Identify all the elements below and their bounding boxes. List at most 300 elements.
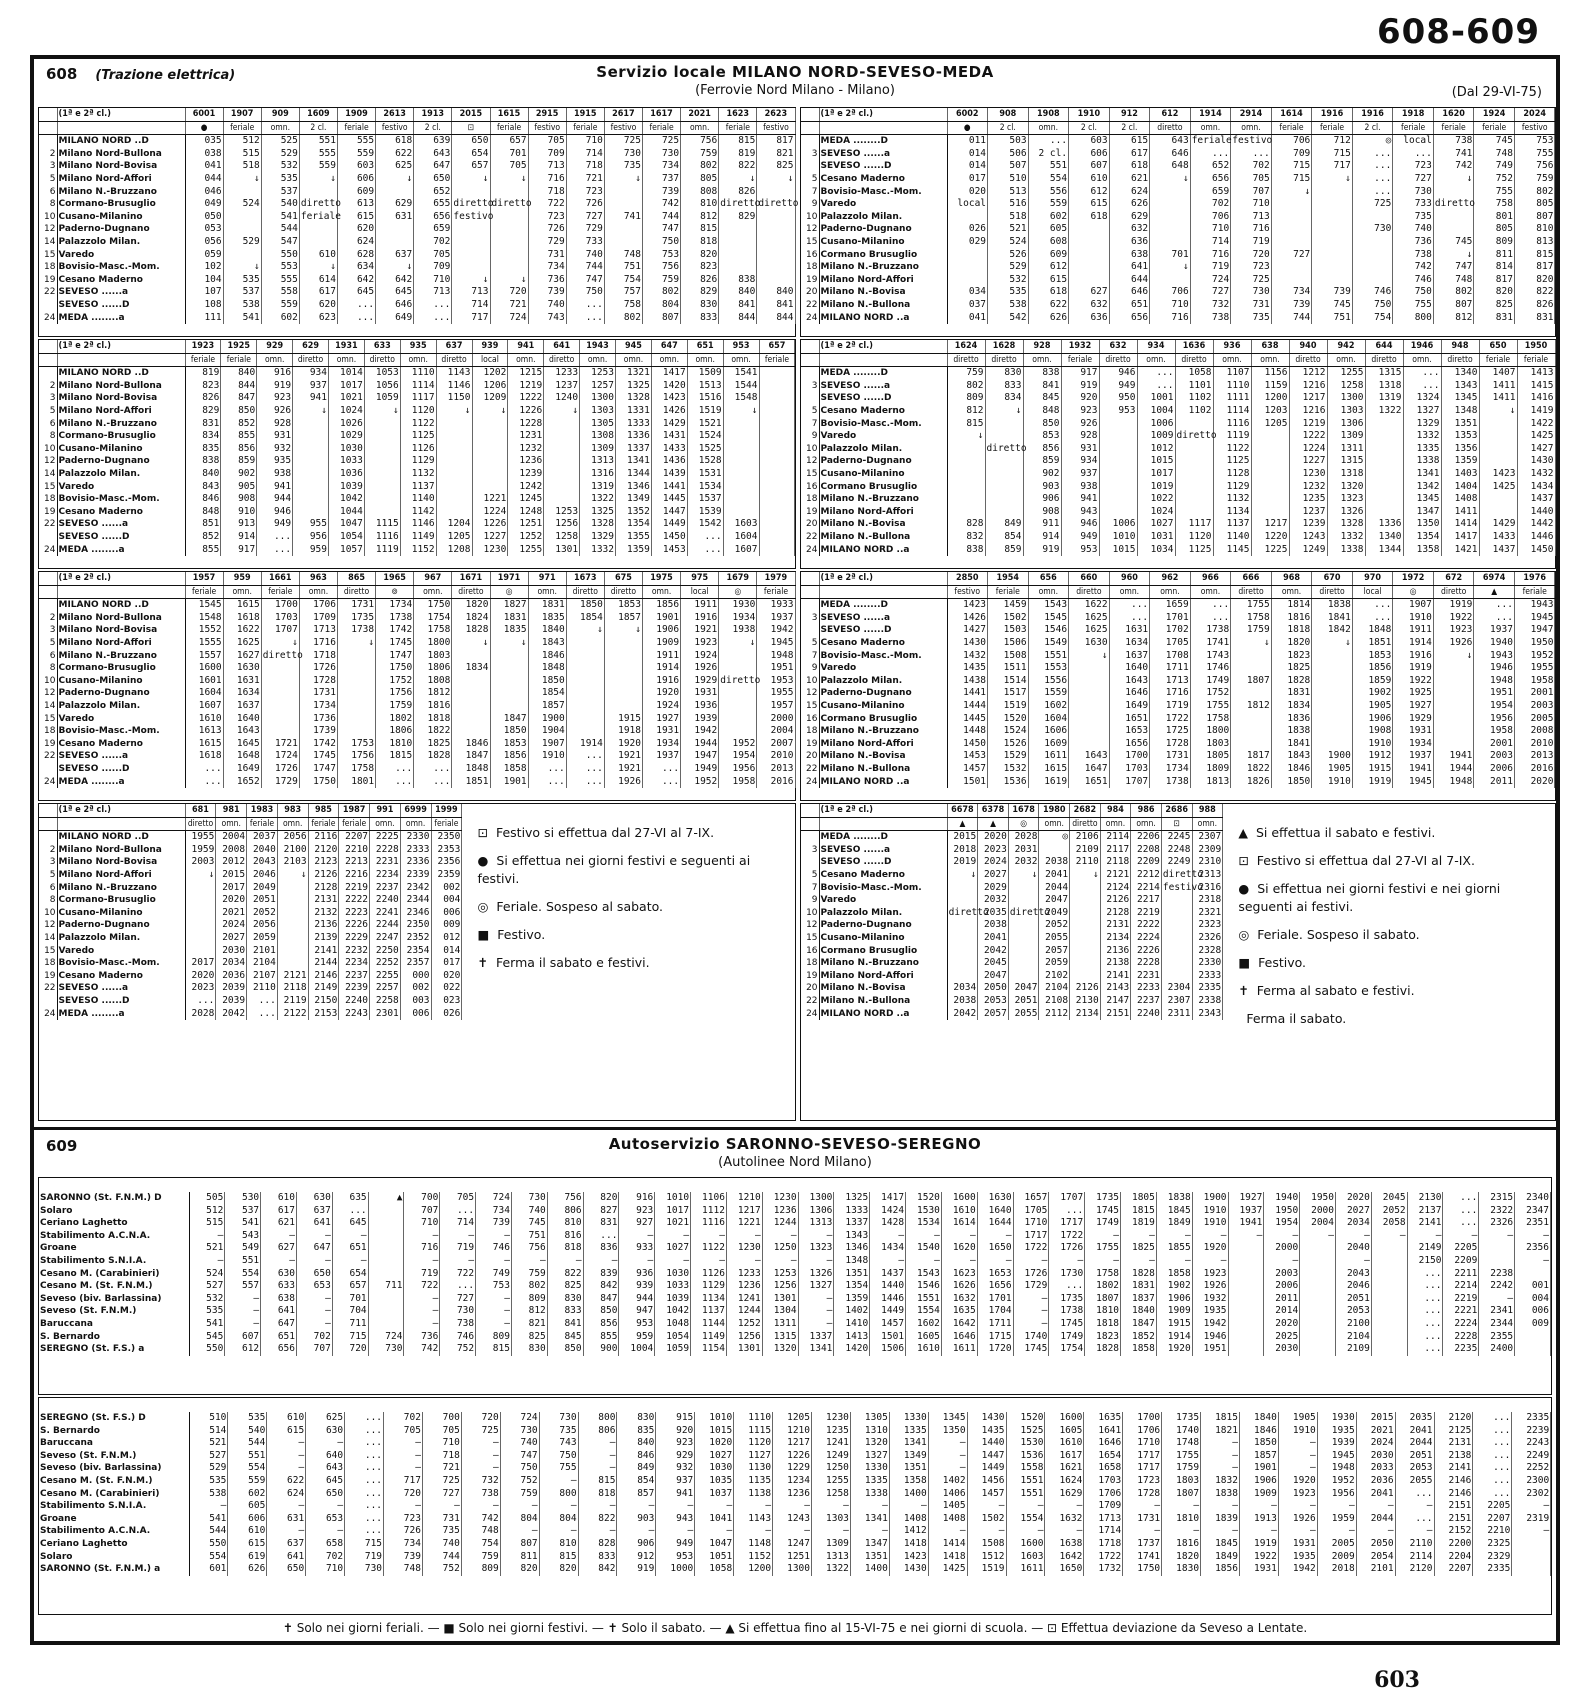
time-cell: 742 (643, 198, 681, 211)
time-cell (185, 945, 216, 958)
train-number: 942 (1327, 340, 1365, 353)
time-cell: 1857 (528, 700, 566, 713)
time-cell: 1734 (376, 599, 414, 612)
time-cell: 1332 (1403, 430, 1441, 443)
km-value: 6 (39, 418, 57, 431)
km-value (801, 392, 819, 405)
time-cell: ... (687, 531, 723, 544)
train-note: feriale (247, 817, 278, 831)
km-value: 12 (39, 455, 57, 468)
time-cell: 1625 (1069, 624, 1110, 637)
station-name: Milano Nord-Bovisa (57, 624, 185, 637)
time-cell: 631 (267, 1513, 306, 1526)
time-cell: 727 (1393, 173, 1434, 186)
station-name: SEVESO ......D (57, 299, 185, 312)
km-header (39, 804, 57, 817)
km-header (801, 340, 819, 353)
time-cell: 1752 (1190, 687, 1231, 700)
time-cell: 705 (490, 160, 528, 173)
time-cell: 551 (1028, 160, 1069, 173)
time-cell: 1457 (870, 1318, 906, 1331)
time-cell: 953 (1099, 405, 1137, 418)
time-cell: 1252 (726, 1318, 762, 1331)
time-cell: 1902 (1352, 687, 1393, 700)
time-cell: 1540 (906, 1242, 942, 1255)
table-row (801, 236, 1555, 249)
time-cell: 2347 (1515, 1205, 1551, 1218)
train-number: 1628 (985, 340, 1023, 353)
time-cell: 034 (947, 286, 988, 299)
station-name: Paderno-Dugnano (819, 455, 947, 468)
time-cell: 1828 (1121, 1268, 1157, 1281)
time-cell: 1122 (400, 418, 436, 431)
time-cell: 1921 (681, 624, 719, 637)
train-number: 1623 (719, 108, 757, 121)
km-value: 19 (39, 970, 57, 983)
time-cell: 1920 (604, 738, 642, 751)
km-value: 14 (39, 468, 57, 481)
time-cell: 650 (267, 1563, 306, 1576)
time-cell: 1423 (947, 599, 988, 612)
time-cell (759, 481, 795, 494)
km-value: 12 (801, 455, 819, 468)
time-cell: — (461, 1450, 500, 1463)
time-cell: 1946 (1474, 662, 1515, 675)
time-cell: 1850 (528, 675, 566, 688)
time-cell: 1353 (1441, 430, 1479, 443)
table-row (801, 493, 1555, 506)
time-cell: 1750 (1123, 1563, 1162, 1576)
time-cell (490, 211, 528, 224)
time-cell: 2214 (1443, 1280, 1479, 1293)
time-cell: 1849 (1156, 1217, 1192, 1230)
table-row (801, 932, 1223, 945)
km-value: 19 (801, 506, 819, 519)
time-cell: 1501 (947, 776, 988, 789)
time-cell: 1424 (870, 1205, 906, 1218)
time-cell: — (1045, 1525, 1084, 1538)
time-cell: 2006 (1474, 763, 1515, 776)
time-cell: 2228 (370, 844, 401, 857)
time-cell: 1057 (329, 544, 365, 557)
time-cell: local (1393, 135, 1434, 148)
time-cell: 815 (719, 135, 757, 148)
time-cell: 1313 (812, 1551, 851, 1564)
time-cell: 1905 (1278, 1412, 1317, 1425)
time-cell: 1338 (850, 1488, 889, 1501)
time-cell: 705 (528, 135, 566, 148)
time-cell: 1656 (977, 1280, 1013, 1293)
time-cell: 1742 (376, 624, 414, 637)
time-cell: 859 (1023, 455, 1061, 468)
time-cell: 2025 (1264, 1331, 1300, 1344)
time-cell (1312, 186, 1353, 199)
time-cell: 529 (223, 236, 261, 249)
station-name: Baruccana (39, 1318, 189, 1331)
time-cell: diretto (986, 442, 1027, 454)
station-name: SEREGNO (St. F.S.) D (39, 1412, 189, 1425)
time-cell: 602 (228, 1488, 267, 1501)
time-cell: 856 (1023, 443, 1061, 456)
time-cell: 1135 (734, 1475, 773, 1488)
time-cell: 805 (1474, 223, 1515, 236)
time-cell: 754 (604, 274, 642, 287)
km-value: 7 (801, 650, 819, 663)
time-cell: — (889, 1500, 928, 1513)
time-cell: 1341 (1403, 468, 1441, 481)
km-header (39, 340, 57, 353)
time-cell: 1516 (687, 392, 723, 405)
time-cell: 1546 (1028, 624, 1069, 637)
time-cell: 1434 (870, 1242, 906, 1255)
time-cell: 1940 (1264, 1192, 1300, 1205)
time-cell: 1437 (870, 1268, 906, 1281)
time-cell: ... (1407, 1280, 1443, 1293)
time-cell: 806 (578, 1425, 617, 1438)
time-cell: 2141 (1407, 1217, 1443, 1230)
time-cell: 1511 (988, 662, 1029, 675)
time-cell: 1122 (691, 1242, 727, 1255)
time-cell: ... (440, 1205, 476, 1218)
train-number: 1671 (452, 572, 490, 585)
table-row (39, 493, 795, 506)
time-cell: 707 (1231, 186, 1272, 199)
station-name: MEDA ........a (57, 1008, 185, 1021)
station-name: Milano Nord-Bovisa (57, 392, 185, 405)
time-cell: 1658 (1084, 1462, 1123, 1475)
time-cell: 906 (617, 1538, 656, 1551)
time-cell (1175, 493, 1213, 506)
time-cell: 1350 (928, 1425, 967, 1438)
time-cell: 555 (338, 135, 376, 148)
time-cell: 1938 (719, 624, 757, 637)
table-row (39, 249, 795, 262)
time-cell: 2237 (370, 882, 401, 895)
time-cell: 2014 (1264, 1305, 1300, 1318)
time-cell: 615 (1069, 198, 1110, 211)
time-cell: 1931 (681, 687, 719, 700)
time-cell: 2234 (370, 869, 401, 882)
time-cell (1099, 468, 1137, 481)
time-cell: 1027 (1137, 518, 1175, 531)
station-name: MILANO NORD ..a (819, 544, 947, 557)
table-row (39, 932, 462, 945)
time-cell: 1319 (1365, 392, 1403, 405)
time-cell: 1915 (1156, 1318, 1192, 1331)
time-cell: 639 (414, 135, 452, 148)
time-cell: 1948 (1474, 675, 1515, 688)
train-number: 2021 (681, 108, 719, 121)
km-value: 12 (801, 687, 819, 700)
time-cell: 1745 (1013, 1343, 1049, 1356)
km-value: 19 (801, 274, 819, 287)
station-name: SEVESO ......D (819, 160, 947, 173)
time-cell: 841 (757, 299, 795, 312)
time-cell: 638 (1109, 249, 1150, 262)
time-cell: 747 (1433, 261, 1474, 274)
time-cell: ... (1473, 1462, 1512, 1475)
time-cell: 1649 (1109, 700, 1150, 713)
time-cell (719, 223, 757, 236)
time-cell: 1914 (1393, 637, 1434, 650)
time-cell (436, 481, 472, 494)
time-cell: 006 (400, 1008, 431, 1021)
time-cell (544, 481, 580, 494)
time-cell: — (870, 1255, 906, 1268)
time-cell (1479, 493, 1517, 506)
table-row (801, 945, 1223, 958)
train-number: 1971 (490, 572, 528, 585)
time-cell: 929 (656, 1450, 695, 1463)
time-cell: 1145 (1213, 544, 1251, 557)
time-cell: 2333 (400, 844, 431, 857)
time-cell: 1803 (1190, 738, 1231, 751)
train-note: feriale (339, 817, 370, 831)
km-value (801, 367, 819, 380)
time-cell (1228, 1331, 1264, 1344)
time-cell: — (734, 1525, 773, 1538)
time-cell (719, 236, 757, 249)
time-cell: 1324 (1403, 392, 1441, 405)
time-cell: 1420 (651, 380, 687, 393)
section-608-header (34, 59, 1556, 105)
time-cell: — (870, 1230, 906, 1243)
time-cell: 1738 (1150, 776, 1191, 789)
time-cell: 723 (384, 1513, 423, 1526)
train-note: feriale (759, 353, 795, 367)
station-name: Cusano-Milanino (57, 675, 185, 688)
station-name: Milano Nord-Bullona (57, 148, 185, 161)
time-cell: 2248 (1161, 844, 1192, 857)
time-cell: 625 (306, 1412, 345, 1425)
time-cell: 1922 (1393, 675, 1434, 688)
km-value: 22 (801, 299, 819, 312)
km-value: 9 (801, 894, 819, 907)
km-value: 18 (39, 725, 57, 738)
km-value: 14 (39, 236, 57, 249)
time-cell (719, 700, 757, 713)
time-cell: 1937 (757, 612, 795, 625)
time-cell: diretto (1162, 868, 1203, 880)
km-value: 2 (39, 612, 57, 625)
time-cell: 1635 (1084, 1412, 1123, 1425)
train-note: feriale (338, 121, 376, 135)
station-name: Cusano-Milanino (819, 468, 947, 481)
table-row (39, 763, 795, 776)
time-cell: 1735 (1085, 1192, 1121, 1205)
time-cell: 742 (1393, 261, 1434, 274)
time-cell: 2057 (978, 1008, 1009, 1021)
time-cell: — (404, 1305, 440, 1318)
table-row (39, 776, 795, 789)
time-cell: 1923 (1433, 624, 1474, 637)
time-cell: 1444 (947, 700, 988, 713)
time-cell: 1406 (928, 1488, 967, 1501)
time-cell: 1445 (947, 713, 988, 726)
time-cell (1433, 713, 1474, 726)
time-cell: — (1123, 1500, 1162, 1513)
table-row (801, 894, 1223, 907)
time-cell: 1528 (687, 455, 723, 468)
time-cell: 2120 (308, 844, 339, 857)
time-cell: 2059 (1039, 957, 1070, 970)
train-number: 1932 (1061, 340, 1099, 353)
time-cell: 1635 (941, 1305, 977, 1318)
page-number: 608-609 (1376, 12, 1540, 52)
time-cell: 1622 (1069, 599, 1110, 612)
time-cell (277, 932, 308, 945)
train-note: diretto (293, 353, 329, 367)
time-cell: 1717 (1123, 1462, 1162, 1475)
time-cell: 1059 (655, 1343, 691, 1356)
train-note: omn. (277, 817, 308, 831)
time-cell: 1646 (941, 1331, 977, 1344)
time-cell: 610 (261, 1192, 297, 1205)
km-value: 9 (801, 662, 819, 675)
time-cell: ... (1395, 1488, 1434, 1501)
time-cell: 1239 (508, 468, 544, 481)
km-value: 18 (801, 725, 819, 738)
time-cell: 1911 (1393, 624, 1434, 637)
time-cell: 1404 (1441, 481, 1479, 494)
time-cell: 2051 (1336, 1293, 1372, 1306)
time-cell: 1742 (299, 738, 337, 751)
time-cell: 1319 (580, 481, 616, 494)
time-cell: 1558 (1006, 1462, 1045, 1475)
time-cell: 1313 (580, 455, 616, 468)
time-cell: 1300 (1327, 392, 1365, 405)
time-cell: 1609 (1028, 738, 1069, 751)
time-cell: 800 (578, 1412, 617, 1425)
time-cell: 854 (985, 531, 1023, 544)
time-cell: 1954 (719, 750, 757, 763)
time-cell: 1625 (1069, 612, 1110, 625)
table-row (39, 1525, 1551, 1538)
time-cell: 1914 (566, 738, 604, 751)
time-cell: 2021 (216, 907, 247, 920)
time-cell: 710 (566, 135, 604, 148)
time-cell: 2030 (1264, 1343, 1300, 1356)
table-row (801, 211, 1555, 224)
time-cell: 2141 (1100, 970, 1131, 983)
train-note: feriale (757, 585, 795, 599)
time-cell: 615 (267, 1425, 306, 1438)
time-cell: 1637 (1109, 650, 1150, 663)
table-row (801, 135, 1555, 148)
time-cell: 641 (267, 1551, 306, 1564)
time-cell: 1447 (651, 506, 687, 519)
time-cell: 1936 (681, 700, 719, 713)
time-cell: 1411 (1479, 392, 1517, 405)
time-cell: 734 (643, 160, 681, 173)
time-cell: 1850 (490, 725, 528, 738)
time-cell (299, 236, 337, 249)
time-cell: ... (1443, 1192, 1479, 1205)
km-value (801, 160, 819, 173)
time-cell: 2033 (1356, 1462, 1395, 1475)
time-cell (947, 919, 978, 932)
time-cell: 2035 (978, 907, 1009, 920)
time-cell: 1329 (580, 531, 616, 544)
time-cell: 1850 (566, 599, 604, 612)
time-cell: ↓ (223, 173, 261, 186)
train-number: 1913 (414, 108, 452, 121)
time-cell: 1939 (681, 713, 719, 726)
time-cell: 826 (185, 392, 221, 405)
time-cell: 1132 (1213, 493, 1251, 506)
time-cell: 1416 (1517, 392, 1555, 405)
time-cell: ... (1473, 1475, 1512, 1488)
time-cell: 926 (1061, 418, 1099, 431)
time-cell: 1910 (1352, 738, 1393, 751)
km-header (39, 121, 57, 135)
time-cell: 1701 (1150, 612, 1191, 625)
train-note: diretto (985, 353, 1023, 367)
time-cell: — (798, 1230, 834, 1243)
time-cell: 859 (985, 544, 1023, 557)
time-cell: 1906 (1239, 1475, 1278, 1488)
time-cell: 1335 (889, 1425, 928, 1438)
time-cell: 715 (1312, 148, 1353, 161)
time-cell: 2252 (1512, 1462, 1551, 1475)
time-cell (1352, 274, 1393, 287)
time-cell: 1205 (1251, 418, 1289, 431)
time-cell: 835 (617, 1425, 656, 1438)
time-cell: — (1201, 1525, 1240, 1538)
time-cell: ↓ (338, 637, 376, 650)
time-cell: 808 (681, 186, 719, 199)
km-value: 5 (801, 173, 819, 186)
time-cell: 1348 (1441, 405, 1479, 418)
time-cell: 1836 (1271, 713, 1312, 726)
time-cell: 725 (643, 135, 681, 148)
km-value: 3 (39, 392, 57, 405)
time-cell: 1818 (1085, 1318, 1121, 1331)
time-cell: 2359 (431, 869, 462, 882)
time-cell: 956 (293, 531, 329, 544)
time-cell: 1102 (1175, 392, 1213, 405)
time-cell: 532 (261, 160, 299, 173)
table-row (39, 1305, 1551, 1318)
time-cell: 814 (1474, 261, 1515, 274)
time-cell: 716 (1231, 223, 1272, 236)
table-row (39, 405, 795, 418)
time-cell: 1258 (812, 1488, 851, 1501)
time-cell: 1716 (1150, 687, 1191, 700)
time-cell: ... (1473, 1425, 1512, 1438)
time-cell: 2130 (1070, 995, 1101, 1008)
time-cell: 902 (1023, 468, 1061, 481)
time-cell: 2057 (1039, 945, 1070, 958)
time-cell: 726 (566, 198, 604, 211)
time-cell (1312, 738, 1353, 751)
time-cell: 1729 (1013, 1280, 1049, 1293)
table-row (801, 776, 1555, 789)
time-cell: ... (1049, 1205, 1085, 1218)
station-name: Bovisio-Masc.-Mom. (57, 957, 185, 970)
time-cell (185, 894, 216, 907)
time-cell: 1221 (472, 493, 508, 506)
time-cell: 009 (1515, 1318, 1551, 1331)
time-cell: 1249 (812, 1450, 851, 1463)
time-cell: 1450 (947, 738, 988, 751)
time-cell: 738 (440, 1318, 476, 1331)
time-cell: 2350 (431, 831, 462, 844)
time-cell (1228, 1242, 1264, 1255)
time-cell: 1828 (1271, 675, 1312, 688)
station-name: Bovisio-Masc.-Mom. (819, 650, 947, 663)
time-cell: 755 (539, 1462, 578, 1475)
